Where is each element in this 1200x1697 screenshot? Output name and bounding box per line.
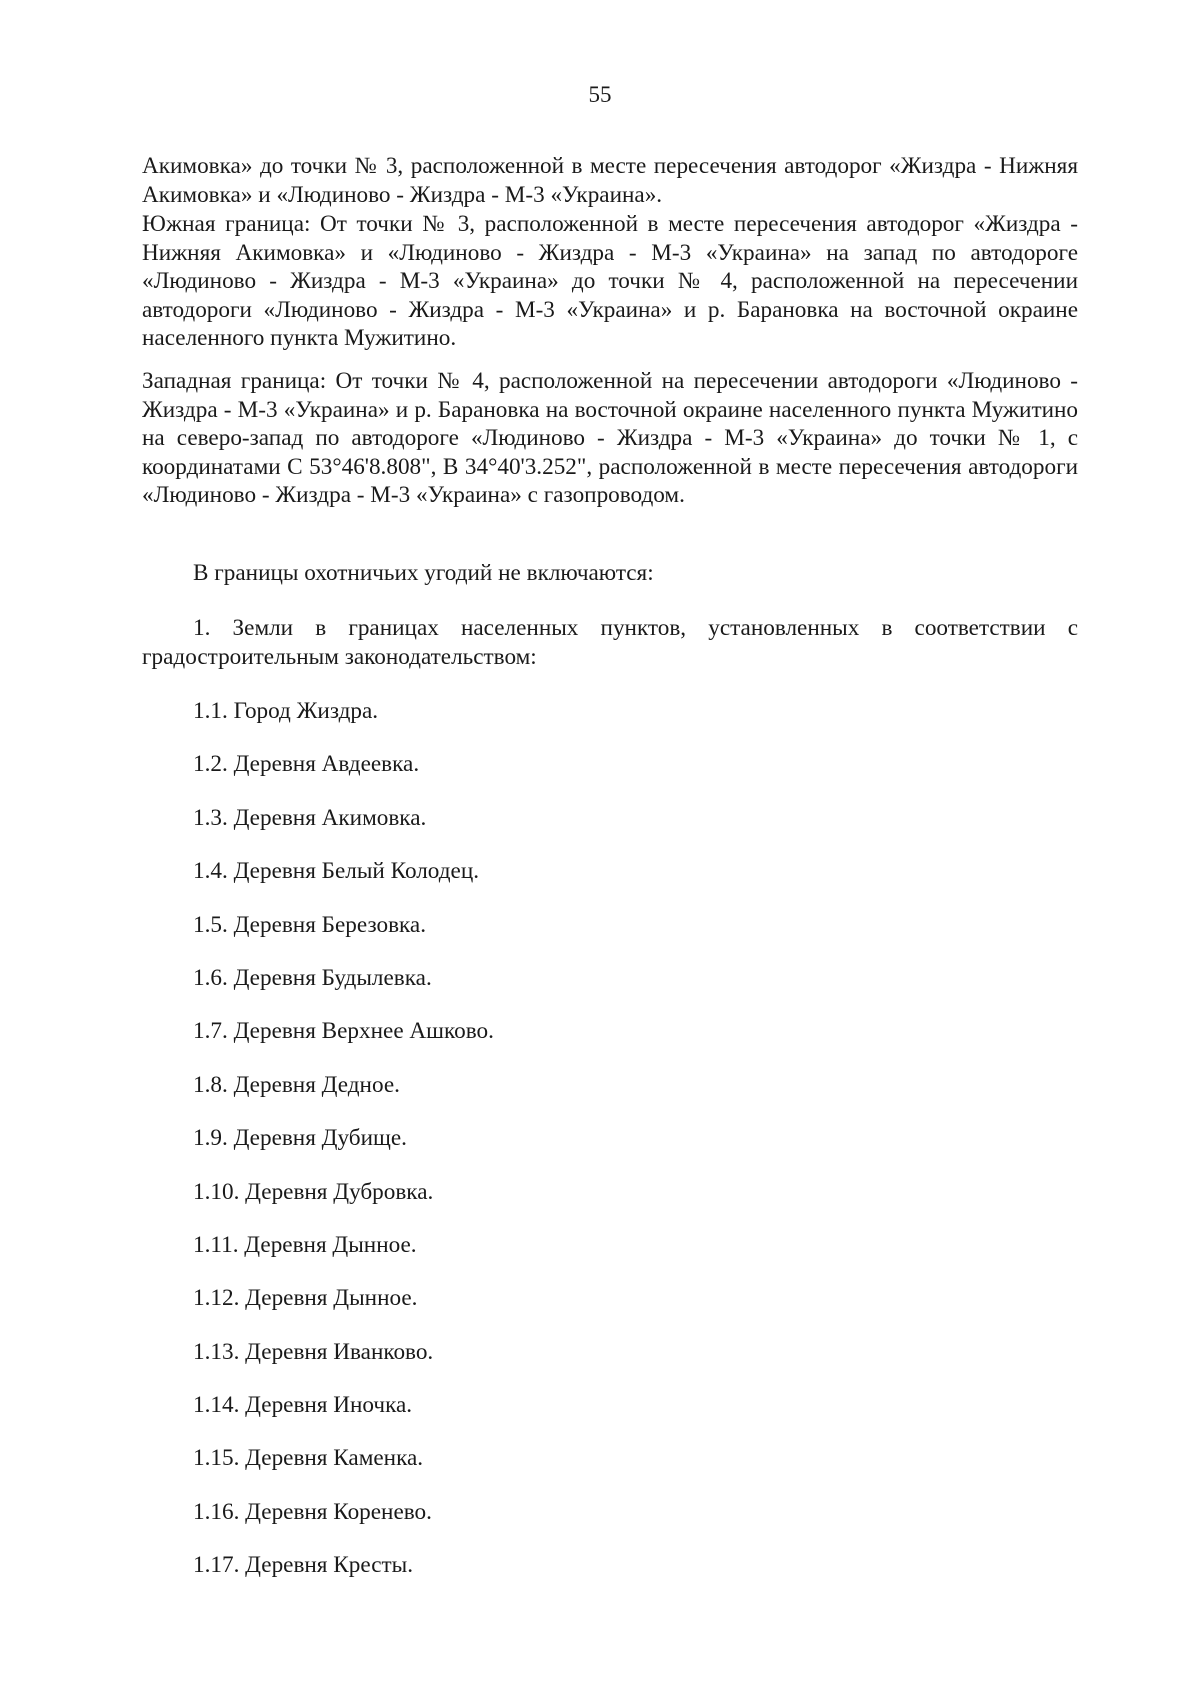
list-item: 1.6. Деревня Будылевка. (193, 964, 432, 991)
list-item: 1.10. Деревня Дубровка. (193, 1178, 434, 1205)
list-item: 1.1. Город Жиздра. (193, 698, 379, 724)
list-item: 1.2. Деревня Авдеевка. (193, 751, 420, 778)
list-item: 1.8. Деревня Дедное. (193, 1071, 400, 1098)
list-item: 1.3. Деревня Акимовка. (193, 804, 427, 831)
paragraph-settlement-lands: 1. Земли в границах населенных пунктов, установленных в соответствии с градостроительным законодательством: (142, 615, 1078, 670)
list-item: 1.4. Деревня Белый Колодец. (193, 858, 480, 885)
paragraph-exclusions-heading: В границы охотничьих угодий не включаются: (193, 560, 654, 586)
settlement-list (193, 697, 494, 1605)
list-item: 1.11. Деревня Дынное. (193, 1231, 417, 1258)
list-item: 1.13. Деревня Иванково. (193, 1338, 434, 1365)
list-item: 1.15. Деревня Каменка. (193, 1445, 424, 1472)
paragraph-western-boundary: Западная граница: От точки № 4, расположенной на пересечении автодороги «Людиново - Жиздра - М-3 «Украина» и р. Барановка на восточной окраине населенного пункта Мужитино на северо-запад по автодороге «Людиново - Жиздра - М-3 «Украина» до точки № 1, с координатами С 53°46'8.808", В 34°40'3.252", расположенной в месте пересечения автодороги «Людиново - Жиздра - М-3 «Украина» с газопроводом. (142, 368, 1078, 509)
paragraph-southern-boundary: Южная граница: От точки № 3, расположенной в месте пересечения автодорог «Жиздра - Нижняя Акимовка» и «Людиново - Жиздра - М-3 «Украина» на запад по автодороге «Людиново - Жиздра - М-3 «Украина» до точки № 4, расположенной на пересечении автодороги «Людиново - Жиздра - М-3 «Украина» и р. Барановка на восточной окраине населенного пункта Мужитино. (142, 211, 1078, 352)
paragraph-eastern-boundary-end: Акимовка» до точки № 3, расположенной в месте пересечения автодорог «Жиздра - Нижняя Акимовка» и «Людиново - Жиздра - М-3 «Украина». (142, 153, 1078, 208)
list-item: 1.12. Деревня Дынное. (193, 1285, 418, 1312)
list-item: 1.17. Деревня Кресты. (193, 1552, 413, 1579)
list-item: 1.9. Деревня Дубище. (193, 1125, 407, 1152)
list-item: 1.5. Деревня Березовка. (193, 911, 427, 938)
list-item: 1.14. Деревня Иночка. (193, 1392, 413, 1419)
page-number: 55 (588, 82, 612, 107)
list-item: 1.7. Деревня Верхнее Ашково. (193, 1018, 494, 1045)
list-item: 1.16. Деревня Коренево. (193, 1498, 432, 1525)
